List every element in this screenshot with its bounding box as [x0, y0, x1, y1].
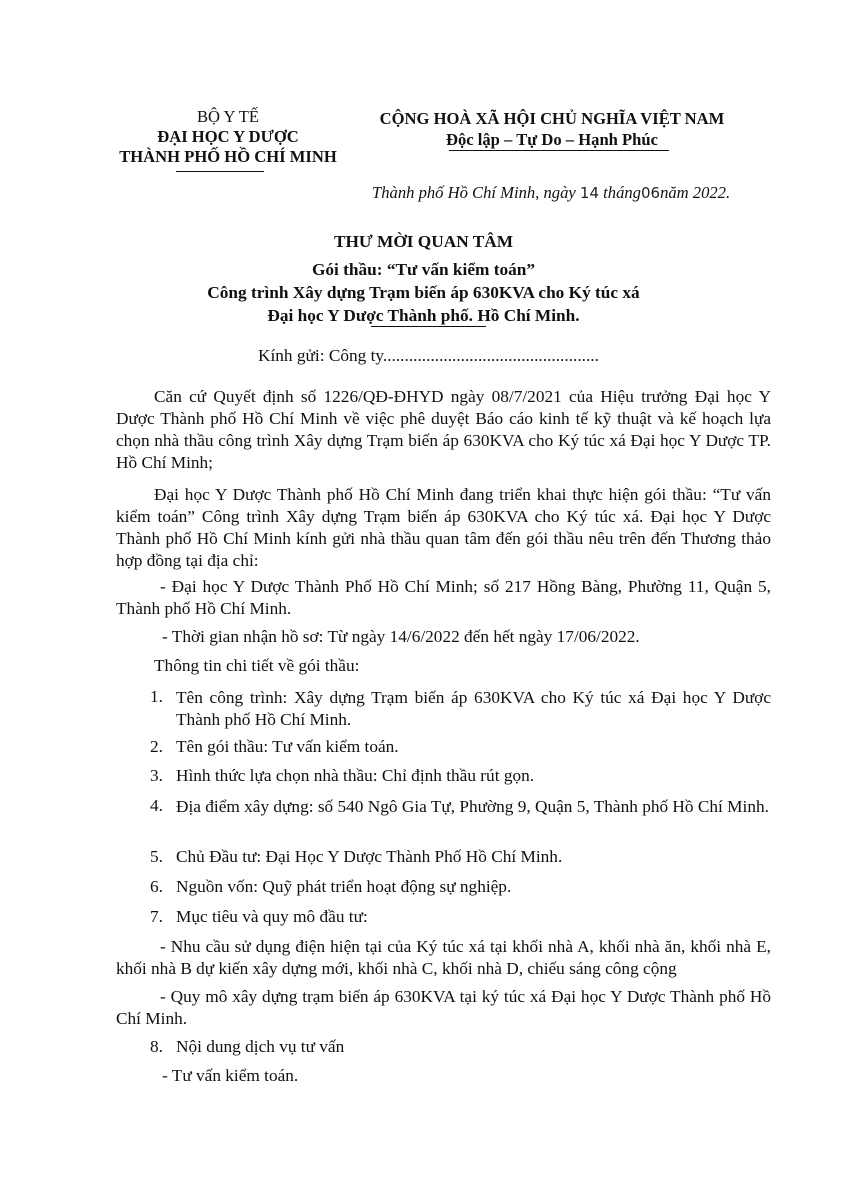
list-item-8 [150, 1037, 344, 1057]
title-underline [371, 326, 486, 327]
list-item-number: 3. [150, 766, 163, 785]
item8-service: - Tư vấn kiểm toán. [162, 1066, 299, 1085]
list-item-5 [150, 847, 562, 867]
paragraph-invitation: Đại học Y Dược Thành phố Hồ Chí Minh đang triển khai thực hiện gói thầu: “Tư vấn kiểm toán” Công trình Xây dựng Trạm biến áp 630KVA cho Ký túc xá. Đại học Y Dược Thành phố Hồ Chí Minh kính gửi nhà thầu quan tâm đến gói thầu nêu trên đến Thương thảo hợp đồng tại địa chỉ: [116, 485, 771, 570]
university-name-line1: ĐẠI HỌC Y DƯỢC [157, 127, 299, 146]
list-item-7 [150, 907, 368, 927]
list-item-4 [150, 796, 771, 818]
national-motto: Độc lập – Tự Do – Hạnh Phúc [445, 130, 659, 149]
list-item-number: 2. [150, 737, 163, 756]
list-item-number: 8. [150, 1037, 163, 1056]
list-item-text: Mục tiêu và quy mô đầu tư: [176, 907, 368, 926]
list-item-text: Nguồn vốn: Quỹ phát triển hoạt động sự nghiệp. [176, 877, 512, 896]
submission-time: - Thời gian nhận hồ sơ: Từ ngày 14/6/2022 đến hết ngày 17/06/2022. [162, 627, 640, 646]
project-title-line2: Đại học Y Dược Thành phố. Hồ Chí Minh. [267, 306, 580, 325]
document-title: THƯ MỜI QUAN TÂM [333, 232, 514, 251]
list-item-number: 1. [150, 687, 163, 706]
date-year: năm 2022. [660, 183, 731, 202]
list-item-number: 7. [150, 907, 163, 926]
list-item-text: Nội dung dịch vụ tư vấn [176, 1037, 345, 1056]
list-item-number: 6. [150, 877, 163, 896]
country-name: CỘNG HOÀ XÃ HỘI CHỦ NGHĨA VIỆT NAM [379, 109, 725, 128]
list-item-text: Tên gói thầu: Tư vấn kiểm toán. [176, 737, 399, 756]
list-item-number: 5. [150, 847, 163, 866]
list-item-text: Hình thức lựa chọn nhà thầu: Chỉ định thầu rút gọn. [176, 766, 535, 785]
university-name-line2: THÀNH PHỐ HỒ CHÍ MINH [119, 147, 337, 166]
package-title: Gói thầu: “Tư vấn kiểm toán” [311, 260, 536, 279]
date-line [372, 183, 730, 203]
ministry-name: BỘ Y TẾ [196, 107, 260, 126]
recipient-line: Kính gửi: Công ty.................................................. [258, 346, 599, 365]
header-left-underline [176, 171, 264, 172]
list-item-text: Địa điểm xây dựng: số 540 Ngô Gia Tự, Phường 9, Quận 5, Thành phố Hồ Chí Minh. [176, 797, 769, 816]
list-item-1 [150, 687, 771, 731]
date-month: 06 [640, 184, 661, 202]
list-item-2 [150, 737, 399, 757]
list-item-3 [150, 766, 534, 786]
project-title-line1: Công trình Xây dựng Trạm biến áp 630KVA cho Ký túc xá [207, 283, 640, 302]
item7-demand: - Nhu cầu sử dụng điện hiện tại của Ký túc xá tại khối nhà A, khối nhà ăn, khối nhà E, khối nhà B dự kiến xây dựng mới, khối nhà C, khối nhà D, chiếu sáng công cộng [116, 937, 771, 978]
item7-scale: - Quy mô xây dựng trạm biến áp 630KVA tại ký túc xá Đại học Y Dược Thành phố Hồ Chí Minh. [116, 987, 771, 1028]
list-item-6 [150, 877, 511, 897]
list-item-text: Tên công trình: Xây dựng Trạm biến áp 630KVA cho Ký túc xá Đại học Y Dược Thành phố Hồ Chí Minh. [176, 688, 771, 729]
list-item-number: 4. [150, 796, 163, 815]
motto-underline [449, 150, 669, 151]
details-heading: Thông tin chi tiết về gói thầu: [154, 656, 360, 675]
list-item-text: Chủ Đầu tư: Đại Học Y Dược Thành Phố Hồ Chí Minh. [176, 847, 563, 866]
date-day: 14 [579, 184, 599, 202]
date-prefix: Thành phố Hồ Chí Minh, ngày [372, 183, 576, 202]
paragraph-legal-basis: Căn cứ Quyết định số 1226/QĐ-ĐHYD ngày 08/7/2021 của Hiệu trưởng Đại học Y Dược Thành phố Hồ Chí Minh về việc phê duyệt Báo cáo kinh tế kỹ thuật và kế hoạch lựa chọn nhà thầu công trình Xây dựng Trạm biến áp 630KVA cho Ký túc xá Đại học Y Dược TP. Hồ Chí Minh; [116, 387, 771, 472]
date-month-word: tháng [603, 183, 641, 202]
address-line: - Đại học Y Dược Thành Phố Hồ Chí Minh; số 217 Hồng Bàng, Phường 11, Quận 5, Thành phố Hồ Chí Minh. [116, 577, 771, 618]
